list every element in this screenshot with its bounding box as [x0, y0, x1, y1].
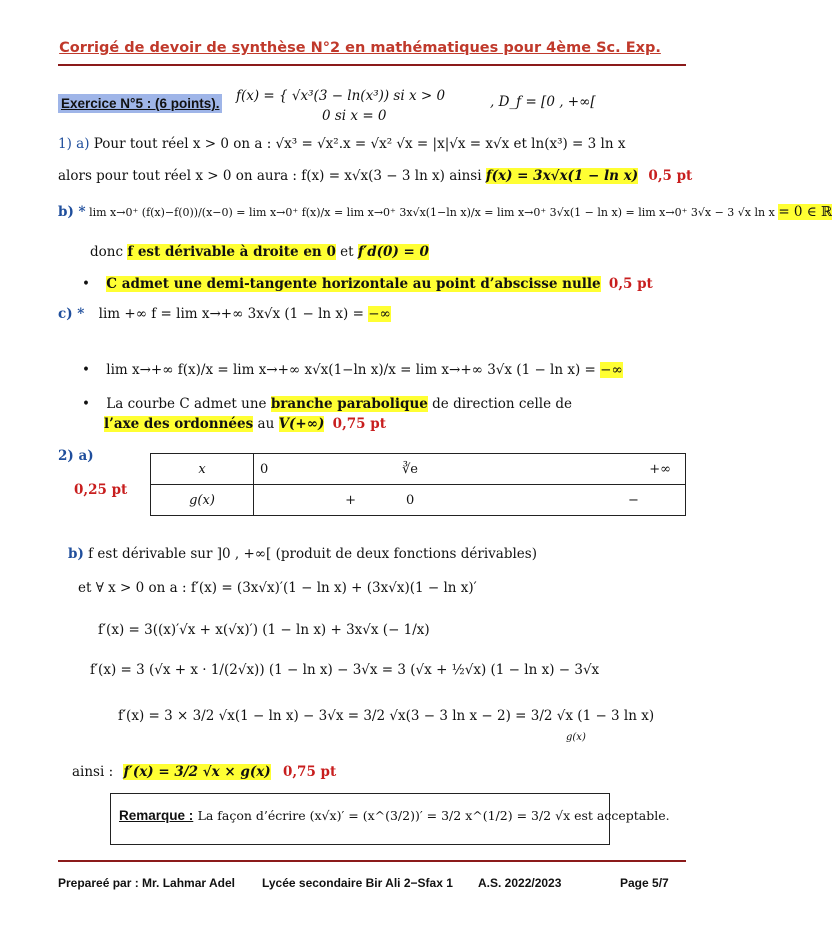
q1c-b3-prefix: La courbe C admet une [106, 396, 267, 412]
q1c-points: 0,75 pt [332, 416, 386, 432]
q1b-et: et [340, 244, 354, 260]
q1c-b3-suffix: de direction celle de [432, 396, 572, 412]
q2a-points: 0,25 pt [74, 482, 128, 498]
table-cell: 0 [396, 485, 528, 516]
q2b-conclusion [72, 764, 336, 780]
q1a-line2 [58, 168, 692, 184]
table-cell: 0 [254, 454, 397, 485]
q2b-points: 0,75 pt [282, 764, 337, 780]
q1b-bullet-text: C admet une demi-tangente horizontale au point d’abscisse nulle [106, 276, 601, 292]
q2b-line1 [68, 546, 537, 562]
q1c-line4 [104, 416, 386, 432]
q1a-line1 [58, 136, 625, 152]
q2b-ainsi: ainsi : [72, 764, 114, 780]
footer-rule [58, 860, 686, 862]
q1a-points: 0,5 pt [648, 168, 693, 184]
q1c-l4-hl: l’axe des ordonnées [104, 416, 254, 432]
footer-page: Page 5/7 [620, 876, 669, 890]
domain: , D_f = [0 , +∞[ [490, 94, 596, 110]
footer-author: Prepareé par : Mr. Lahmar Adel [58, 876, 235, 890]
q1c-b3-hl: branche parabolique [270, 396, 428, 412]
q1b-line [58, 204, 832, 220]
q1c-line2 [82, 362, 623, 378]
q1b-donc-prefix: donc [90, 244, 124, 260]
header-rule [58, 64, 686, 66]
q2b-g-label: g(x) [566, 732, 586, 743]
q1b-points: 0,5 pt [608, 276, 653, 292]
table-row [151, 485, 686, 516]
table-cell: ∛e [396, 454, 528, 485]
q2b-line2: et ∀ x > 0 on a : f′(x) = (3x√x)′(1 − ln x) + (3x√x)(1 − ln x)′ [78, 580, 477, 596]
q1c-label: c) * [58, 306, 85, 322]
q1b-bullet [82, 276, 653, 292]
q2b-label: b) [68, 546, 84, 562]
q2b-text1: f est dérivable sur ]0 , +∞[ (produit de deux fonctions dérivables) [88, 546, 537, 562]
page-title: Corrigé de devoir de synthèse N°2 en mathématiques pour 4ème Sc. Exp. [59, 40, 661, 56]
table-row [151, 454, 686, 485]
remark-box [110, 793, 670, 845]
q1b-derivable: f est dérivable à droite en 0 [127, 244, 336, 260]
footer-school: Lycée secondaire Bir Ali 2−Sfax 1 [262, 876, 453, 890]
q1b-limit: lim x→0⁺ (f(x)−f(0))/(x−0) = lim x→0⁺ f(x)/x = lim x→0⁺ 3x√x(1−ln x)/x = lim x→0⁺ 3√x(1 − ln x) = lim x→0⁺ 3√x − 3 √x ln x [89, 206, 775, 219]
table-cell: + [254, 485, 397, 516]
q1b-result: = 0 ∈ ℝ [778, 204, 832, 220]
q1c-l4-mid: au [257, 416, 275, 432]
q2a-label: 2) a) [58, 448, 94, 464]
q2b-line3: f′(x) = 3((x)′√x + x(√x)′) (1 − ln x) + 3x√x (− 1/x) [98, 622, 430, 638]
def-line1: f(x) = { √x³(3 − ln(x³)) si x > 0 [236, 88, 446, 104]
q1a-text2: alors pour tout réel x > 0 on aura : f(x) = x√x(3 − 3 ln x) ainsi [58, 168, 482, 184]
table-cell: x [151, 454, 254, 485]
table-cell: g(x) [151, 485, 254, 516]
q1c-lim2-result: −∞ [600, 362, 623, 378]
remark-label: Remarque : [119, 808, 194, 823]
q1b-donc [90, 244, 429, 260]
q1c-lim2: lim x→+∞ f(x)/x = lim x→+∞ x√x(1−ln x)/x = lim x→+∞ 3√x (1 − ln x) = [106, 362, 596, 378]
q1c-line1 [58, 306, 391, 322]
remark-line [119, 808, 670, 824]
remark-text: La façon d’écrire (x√x)′ = (x^(3/2))′ = 3/2 x^(1/2) = 3/2 √x est acceptable. [197, 808, 670, 823]
table-cell: +∞ [528, 454, 686, 485]
q2b-line4: f′(x) = 3 (√x + x · 1/(2√x)) (1 − ln x) − 3√x = 3 (√x + ½√x) (1 − ln x) − 3√x [90, 662, 600, 678]
q2b-result: f′(x) = 3/2 √x × g(x) [123, 764, 271, 780]
q1c-lim1: lim +∞ f = lim x→+∞ 3x√x (1 − ln x) = [98, 306, 364, 322]
exercise-label: Exercice N°5 : (6 points). [58, 94, 222, 113]
q1a-result: f(x) = 3x√x(1 − ln x) [485, 168, 639, 184]
q1b-deriv: f′d(0) = 0 [357, 244, 429, 260]
exercise-header [58, 88, 698, 132]
q1a-text1: Pour tout réel x > 0 on a : √x³ = √x².x = √x² √x = |x|√x = x√x et ln(x³) = 3 ln x [93, 136, 626, 152]
q1c-line3 [82, 396, 572, 412]
q1c-lim1-result: −∞ [368, 306, 391, 322]
table-cell: − [528, 485, 686, 516]
footer-year: A.S. 2022/2023 [478, 876, 562, 890]
q1b-label: b) * [58, 204, 86, 220]
sign-table [150, 453, 686, 516]
def-line2: 0 si x = 0 [322, 108, 387, 124]
q1c-l4-hl2: V(+∞) [278, 416, 325, 432]
q2b-line5: f′(x) = 3 × 3/2 √x(1 − ln x) − 3√x = 3/2 √x(3 − 3 ln x − 2) = 3/2 √x (1 − 3 ln x) [118, 708, 655, 724]
q1a-label: 1) a) [58, 136, 90, 152]
